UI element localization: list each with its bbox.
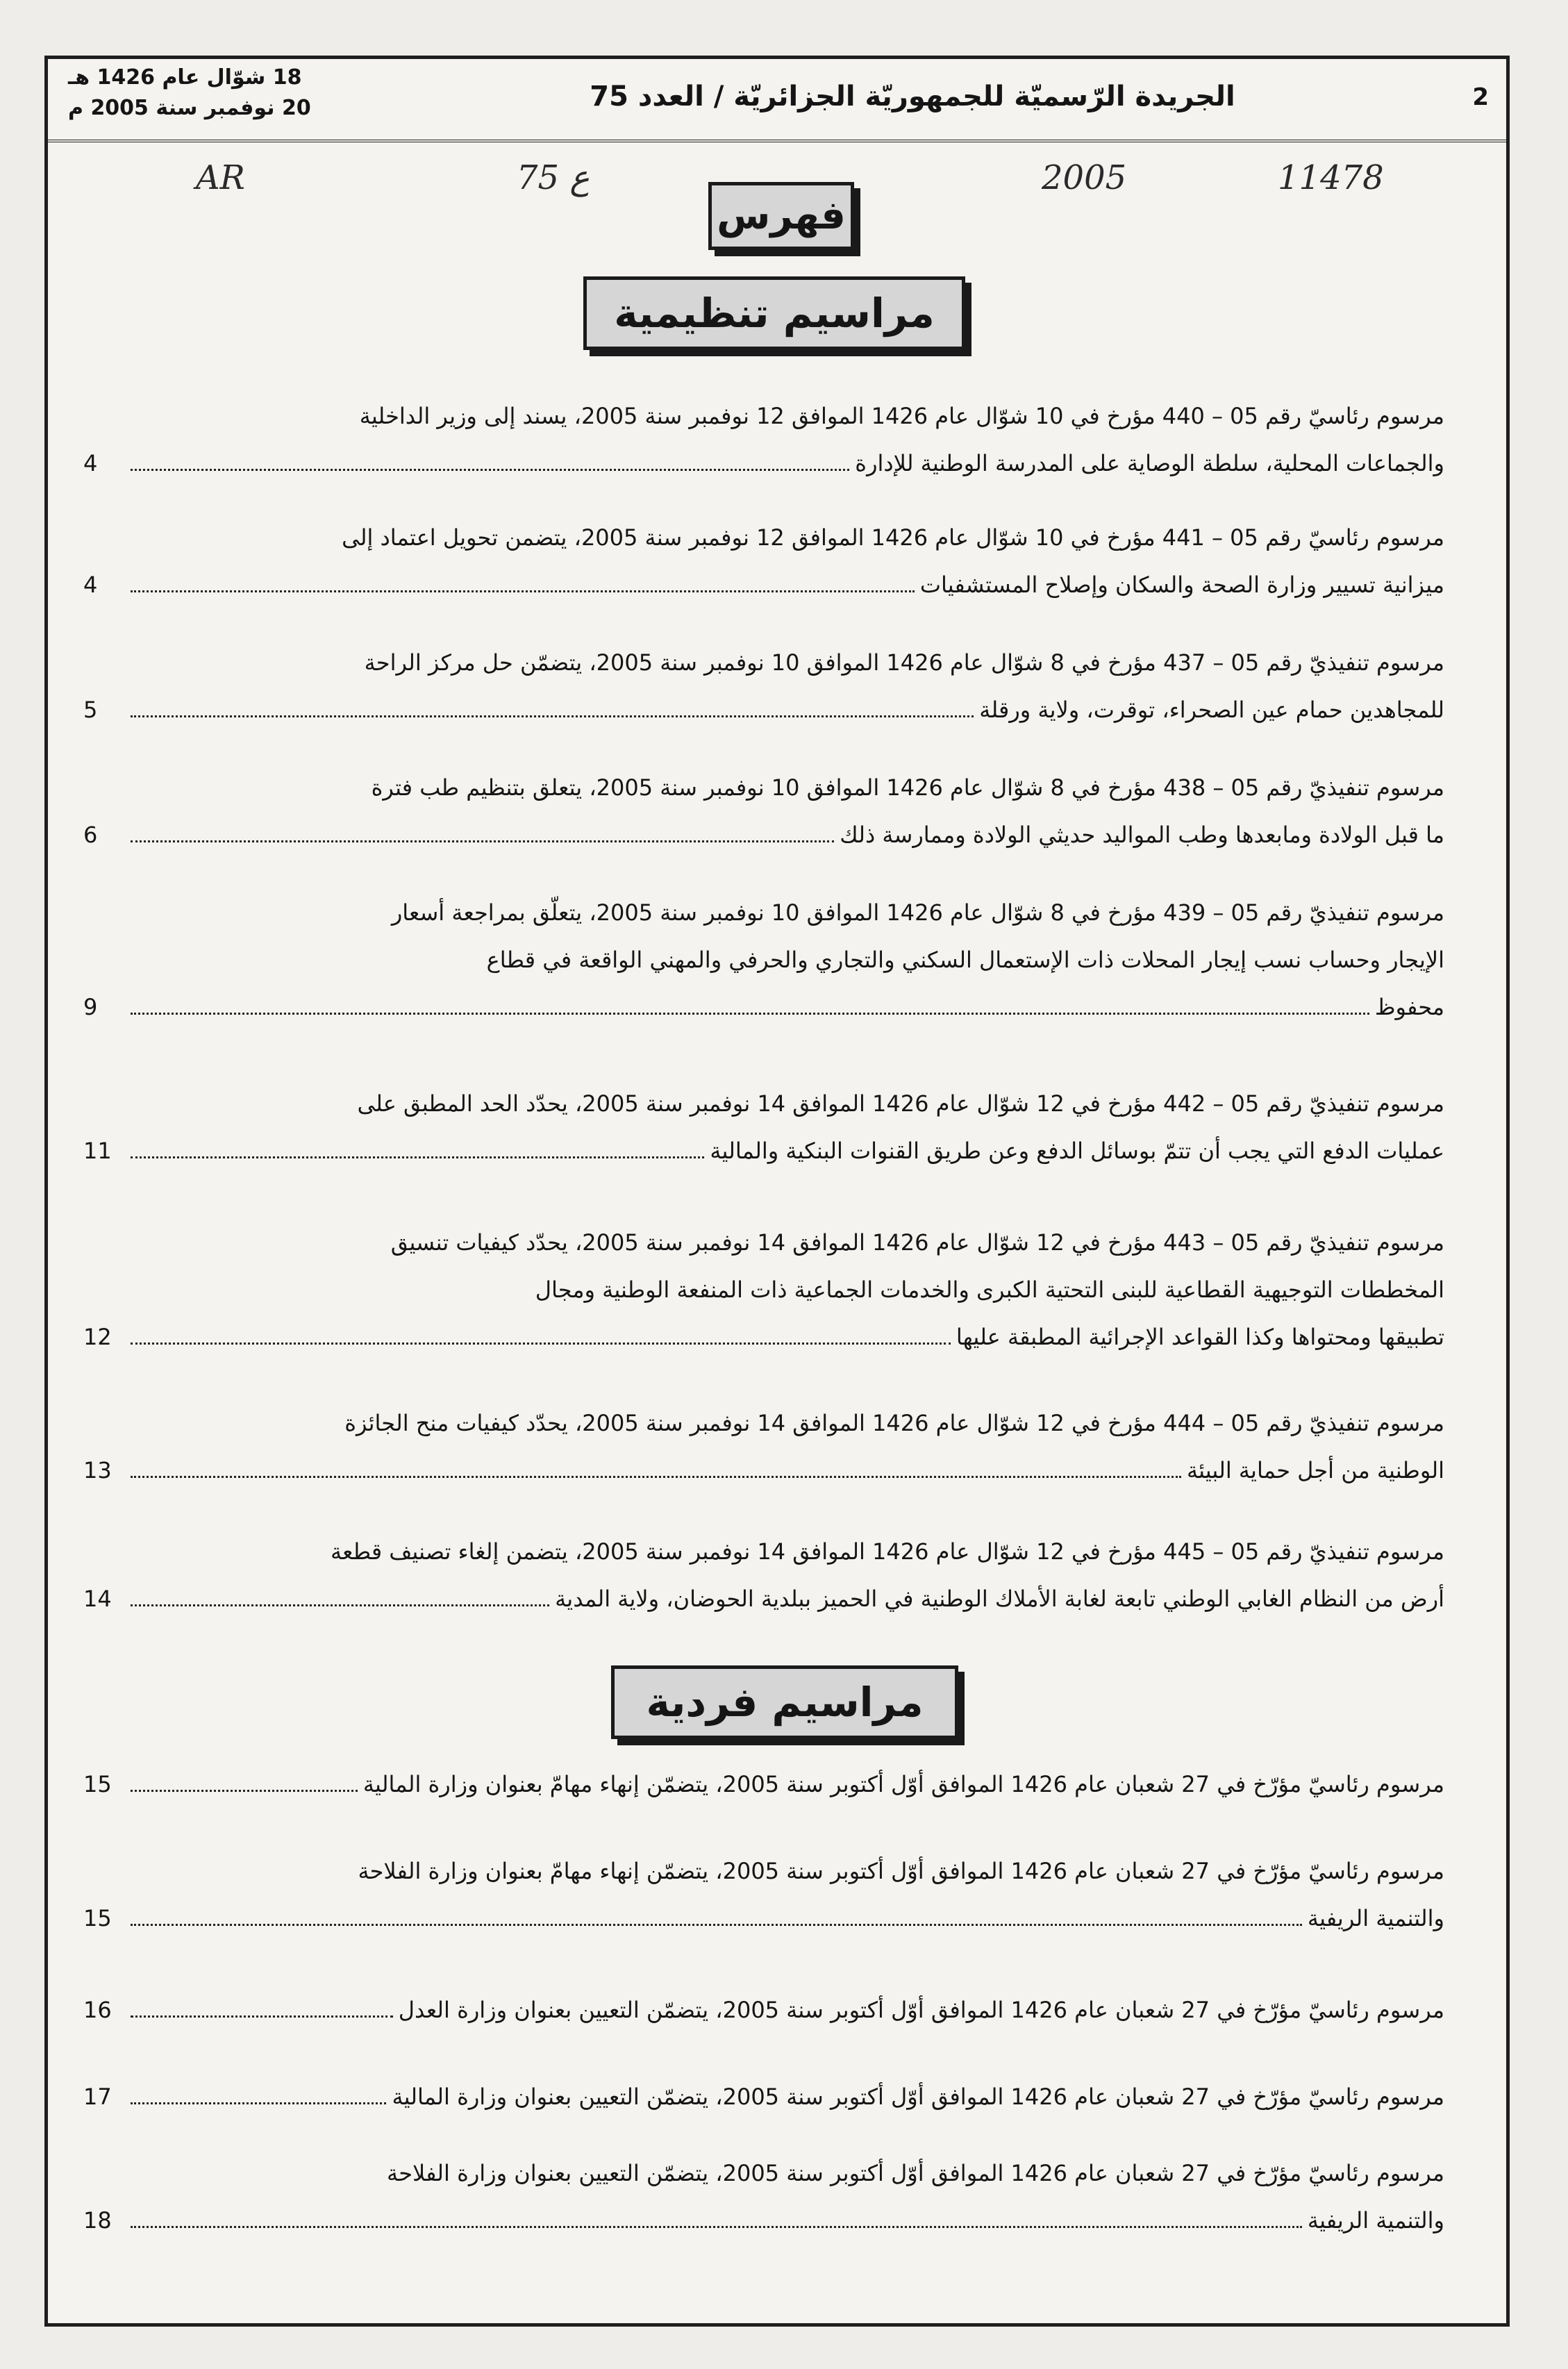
- handwritten-note-left: AR: [196, 158, 245, 197]
- page-ref: 15: [83, 1771, 112, 1797]
- section-title-individual-decrees: مراسيم فردية: [611, 1665, 958, 1739]
- list-item[interactable]: مرسوم رئاسيّ رقم 05 – 440 مؤرخ في 10 شوّال عام 1426 الموافق 12 نوفمبر سنة 2005، يسند إلى وزير الداخلية والجماعات المحلية، سلطة الوصاية على المدرسة الوطنية للإدارة 4: [83, 392, 1444, 487]
- list-item[interactable]: مرسوم تنفيذيّ رقم 05 – 439 مؤرخ في 8 شوّال عام 1426 الموافق 10 نوفمبر سنة 2005، يتعلّق بمراجعة أسعار الإيجار وحساب نسب إيجار المحلات ذات الإستعمال السكني والتجاري والحرفي والمهني الواقعة في قطاع محفوظ 9: [83, 889, 1444, 1031]
- list-item[interactable]: مرسوم تنفيذيّ رقم 05 – 444 مؤرخ في 12 شوّال عام 1426 الموافق 14 نوفمبر سنة 2005، يحدّد كيفيات منح الجائزة الوطنية من أجل حماية البيئة 13: [83, 1399, 1444, 1494]
- list-item[interactable]: مرسوم رئاسيّ مؤرّخ في 27 شعبان عام 1426 الموافق أوّل أكتوبر سنة 2005، يتضمّن التعيين بعنوان وزارة المالية 17: [83, 2073, 1444, 2120]
- page-ref: 6: [83, 822, 98, 848]
- issue-date: [68, 63, 311, 124]
- page-ref: 12: [83, 1324, 112, 1350]
- handwritten-note-year: 2005: [1042, 158, 1127, 197]
- list-item[interactable]: مرسوم تنفيذيّ رقم 05 – 445 مؤرخ في 12 شوّال عام 1426 الموافق 14 نوفمبر سنة 2005، يتضمن إلغاء تصنيف قطعة أرض من النظام الغابي الوطني تابعة لغابة الأملاك الوطنية في الحميز ببلدية الحوضان، ولاية المدية 14: [83, 1528, 1444, 1622]
- page-ref: 16: [83, 1997, 112, 2023]
- page-ref: 15: [83, 1905, 112, 1931]
- handwritten-note-middle: 75 ع: [517, 158, 590, 197]
- index-title: فهرس: [708, 182, 854, 250]
- page-number: 2: [1472, 83, 1489, 111]
- list-item[interactable]: مرسوم رئاسيّ مؤرّخ في 27 شعبان عام 1426 الموافق أوّل أكتوبر سنة 2005، يتضمّن التعيين بعنوان وزارة الفلاحة والتنمية الريفية 18: [83, 2150, 1444, 2244]
- list-item[interactable]: مرسوم تنفيذيّ رقم 05 – 438 مؤرخ في 8 شوّال عام 1426 الموافق 10 نوفمبر سنة 2005، يتعلق بتنظيم طب فترة ما قبل الولادة ومابعدها وطب المواليد حديثي الولادة وممارسة ذلك 6: [83, 764, 1444, 858]
- list-item[interactable]: مرسوم تنفيذيّ رقم 05 – 442 مؤرخ في 12 شوّال عام 1426 الموافق 14 نوفمبر سنة 2005، يحدّد الحد المطبق على عمليات الدفع التي يجب أن تتمّ بوسائل الدفع وعن طريق القنوات البنكية والمالية 11: [83, 1080, 1444, 1174]
- list-item[interactable]: مرسوم رئاسيّ مؤرّخ في 27 شعبان عام 1426 الموافق أوّل أكتوبر سنة 2005، يتضمّن التعيين بعنوان وزارة العدل 16: [83, 1986, 1444, 2034]
- page-ref: 5: [83, 697, 98, 723]
- page-ref: 14: [83, 1586, 112, 1612]
- page-ref: 9: [83, 994, 98, 1020]
- page-ref: 4: [83, 450, 98, 476]
- list-item[interactable]: مرسوم رئاسيّ مؤرّخ في 27 شعبان عام 1426 الموافق أوّل أكتوبر سنة 2005، يتضمّن إنهاء مهامّ بعنوان وزارة المالية 15: [83, 1761, 1444, 1808]
- list-item[interactable]: مرسوم رئاسيّ مؤرّخ في 27 شعبان عام 1426 الموافق أوّل أكتوبر سنة 2005، يتضمّن إنهاء مهامّ بعنوان وزارة الفلاحة والتنمية الريفية 15: [83, 1847, 1444, 1942]
- page-ref: 17: [83, 2084, 112, 2110]
- list-item[interactable]: مرسوم تنفيذيّ رقم 05 – 437 مؤرخ في 8 شوّال عام 1426 الموافق 10 نوفمبر سنة 2005، يتضمّن حل مركز الراحة للمجاهدين حمام عين الصحراء، توقرت، ولاية ورقلة 5: [83, 639, 1444, 733]
- handwritten-note-right: 11478: [1278, 158, 1384, 197]
- page-header: [44, 56, 1510, 142]
- page-ref: 13: [83, 1457, 112, 1483]
- page-ref: 11: [83, 1138, 112, 1164]
- list-item[interactable]: مرسوم تنفيذيّ رقم 05 – 443 مؤرخ في 12 شوّال عام 1426 الموافق 14 نوفمبر سنة 2005، يحدّد كيفيات تنسيق المخططات التوجيهية القطاعية للبنى التحتية الكبرى والخدمات الجماعية ذات المنفعة الوطنية ومجال تطبيقها ومحتواها وكذا القواعد الإجرائية المطبقة عليها 12: [83, 1219, 1444, 1361]
- gregorian-date: 20 نوفمبر سنة 2005 م: [68, 96, 311, 120]
- gazette-title: الجريدة الرّسميّة للجمهوريّة الجزائريّة / العدد 75: [590, 81, 1235, 113]
- section-title-regulatory-decrees: مراسيم تنظيمية: [583, 276, 965, 350]
- hijri-date: 18 شوّال عام 1426 هـ: [68, 65, 302, 90]
- page-ref: 18: [83, 2207, 112, 2234]
- list-item[interactable]: مرسوم رئاسيّ رقم 05 – 441 مؤرخ في 10 شوّال عام 1426 الموافق 12 نوفمبر سنة 2005، يتضمن تحويل اعتماد إلى ميزانية تسيير وزارة الصحة والسكان وإصلاح المستشفيات 4: [83, 514, 1444, 608]
- page-ref: 4: [83, 572, 98, 598]
